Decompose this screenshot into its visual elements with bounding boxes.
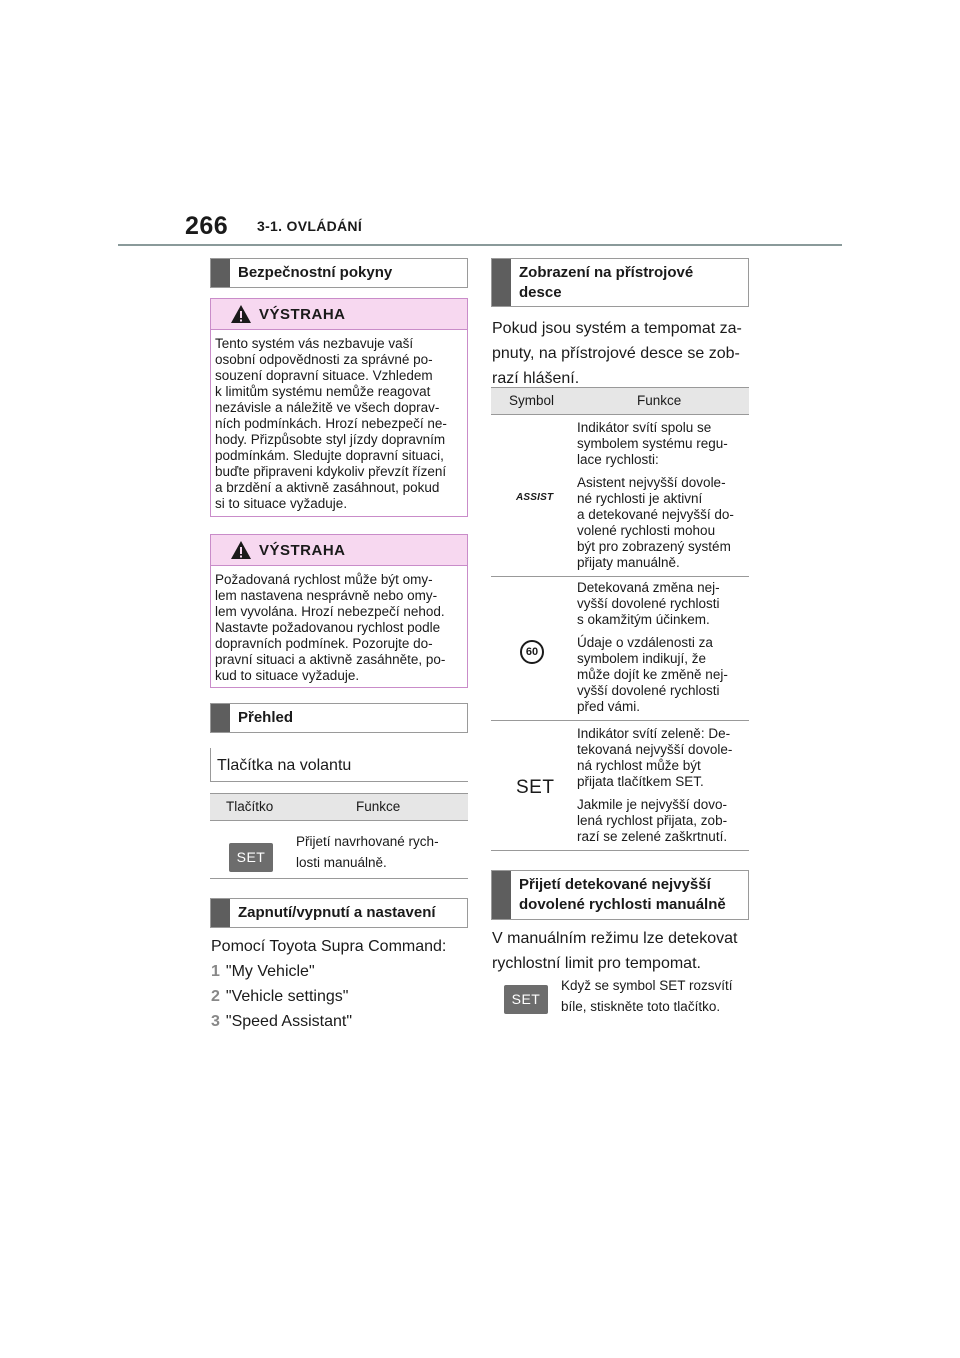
warning-line: ních podmínkách. Hrozí nebezpečí ne-	[215, 416, 447, 431]
onoff-heading-text: Zapnutí/vypnutí a nastavení	[238, 904, 436, 921]
display-heading	[491, 258, 749, 307]
symbols-table-header	[491, 387, 749, 415]
function-line: né rychlosti je aktivní	[577, 491, 703, 506]
table-row-rule	[491, 576, 749, 577]
manual-line: rychlostní limit pro tempomat.	[492, 955, 701, 972]
function-paragraph	[577, 797, 732, 845]
warning-line: souzení dopravní situace. Vzhledem	[215, 368, 433, 383]
warning-line: hody. Přizpůsobte styl jízdy dopravním	[215, 432, 446, 447]
function-line: lace rychlosti:	[577, 452, 659, 467]
intro-line: pnuty, na přístrojové desce se zob-	[492, 345, 740, 362]
symbol-function	[577, 580, 728, 722]
heading-line: Zobrazení na přístrojové	[519, 264, 694, 281]
instruction-line: bíle, stiskněte toto tlačítko.	[561, 999, 721, 1014]
assist-symbol-icon: ASSIST	[516, 492, 554, 503]
step-item	[211, 1009, 352, 1034]
function-line: symbolem indikují, že	[577, 651, 707, 666]
step-list	[211, 959, 352, 1034]
warning-triangle-icon	[230, 304, 252, 324]
warning-line: si to situace vyžaduje.	[215, 496, 348, 511]
function-line: vyšší dovolené rychlosti	[577, 596, 720, 611]
warning-box-2	[210, 534, 468, 688]
function-line: symbolem systému regu-	[577, 436, 728, 451]
function-line: přijata tlačítkem SET.	[577, 774, 704, 789]
function-line: může dojít ke změně nej-	[577, 667, 728, 682]
table-bottom-rule	[491, 850, 749, 851]
warning-line: nezávisle a náležitě ve všech doprav-	[215, 400, 440, 415]
function-line: Jakmile je nejvyšší dovo-	[577, 797, 728, 812]
speed-limit-sign-icon	[520, 640, 544, 664]
overview-heading-text: Přehled	[238, 709, 294, 726]
function-line: s okamžitým účinkem.	[577, 612, 710, 627]
set-button-icon: SET	[229, 843, 273, 872]
col-header-symbol: Symbol	[509, 393, 555, 408]
symbol-function	[577, 420, 734, 578]
warning-text	[211, 330, 467, 512]
speed-limit-value: 60	[525, 646, 539, 658]
function-line: být pro zobrazený systém	[577, 539, 731, 554]
step-item	[211, 984, 352, 1009]
warning-line: Tento systém vás nezbavuje vaší	[215, 336, 414, 351]
buttons-table-header	[210, 793, 468, 821]
heading-bar	[211, 704, 230, 732]
warning-line: k limitům systému nemůže reagovat	[215, 384, 431, 399]
safety-heading-text: Bezpečnostní pokyny	[238, 264, 393, 281]
step-text: "Speed Assistant"	[225, 1013, 353, 1030]
table-bottom-rule	[210, 878, 468, 879]
function-line: razí se zelené zaškrtnutí.	[577, 829, 728, 844]
warning-title: VÝSTRAHA	[259, 306, 346, 323]
function-line: tekovaná nejvyšší dovole-	[577, 742, 733, 757]
intro-line: Pokud jsou systém a tempomat za-	[492, 320, 742, 337]
function-line: Přijetí navrhované rych-	[296, 834, 439, 849]
manual-mode-text	[492, 926, 737, 976]
warning-box-1	[210, 298, 468, 517]
function-line: Údaje o vzdálenosti za	[577, 635, 713, 650]
table-row-rule	[491, 720, 749, 721]
warning-title: VÝSTRAHA	[259, 542, 346, 559]
display-heading-text	[519, 263, 742, 303]
warning-line: Požadovaná rychlost může být omy-	[215, 572, 433, 587]
set-instruction	[561, 975, 733, 1017]
col-header-function: Funkce	[356, 799, 401, 814]
heading-bar	[211, 899, 230, 927]
command-intro: Pomocí Toyota Supra Command:	[211, 938, 447, 955]
warning-header	[211, 299, 467, 330]
col-header-function: Funkce	[637, 393, 682, 408]
step-number: 1	[211, 963, 220, 980]
intro-line: razí hlášení.	[492, 370, 580, 387]
step-text: "Vehicle settings"	[225, 988, 349, 1005]
function-line: Indikátor svítí zeleně: De-	[577, 726, 731, 741]
warning-header	[211, 535, 467, 566]
warning-line: osobní odpovědnosti za správné po-	[215, 352, 433, 367]
function-line: před vámi.	[577, 699, 641, 714]
step-number: 3	[211, 1013, 220, 1030]
warning-line: pravní situaci a aktivně zasáhněte, po-	[215, 652, 446, 667]
function-paragraph	[577, 475, 734, 571]
header-rule	[118, 244, 842, 246]
warning-line: podmínkám. Sledujte dopravní situaci,	[215, 448, 444, 463]
heading-bar	[492, 259, 511, 306]
symbol-function	[577, 726, 732, 852]
warning-line: buďte připraveni kdykoliv převzít řízení	[215, 464, 447, 479]
warning-line: lem nastavena nesprávně nebo omy-	[215, 588, 438, 603]
instruction-line: Když se symbol SET rozsvítí	[561, 978, 733, 993]
heading-line: dovolené rychlosti manuálně	[519, 896, 726, 913]
heading-bar	[211, 259, 230, 287]
step-text: "My Vehicle"	[225, 963, 315, 980]
wheel-buttons-heading: Tlačítka na volantu	[217, 757, 352, 774]
set-button-icon: SET	[504, 985, 548, 1014]
display-intro	[492, 316, 742, 391]
function-line: ná rychlost může být	[577, 758, 701, 773]
page-number: 266	[185, 212, 229, 240]
warning-line: kud to situace vyžaduje.	[215, 668, 360, 683]
section-title: 3-1. OVLÁDÁNÍ	[257, 218, 363, 234]
step-item	[211, 959, 352, 984]
function-paragraph	[577, 580, 728, 628]
wheel-buttons-bracket	[210, 748, 211, 782]
accept-heading-text	[519, 875, 742, 915]
manual-line: V manuálním režimu lze detekovat	[492, 930, 738, 947]
function-paragraph	[577, 726, 732, 790]
function-line: přijaty manuálně.	[577, 555, 680, 570]
function-paragraph	[577, 420, 734, 468]
function-line: volené rychlosti mohou	[577, 523, 716, 538]
col-header-button: Tlačítko	[226, 799, 274, 814]
warning-line: Nastavte požadovanou rychlost podle	[215, 620, 441, 635]
function-line: Indikátor svítí spolu se	[577, 420, 712, 435]
heading-line: Přijetí detekované nejvyšší	[519, 876, 711, 893]
accept-heading	[491, 870, 749, 920]
warning-line: a brzdění a aktivně zasáhnout, pokud	[215, 480, 440, 495]
function-line: losti manuálně.	[296, 855, 387, 870]
warning-line: dopravních podmínek. Pozorujte do-	[215, 636, 433, 651]
warning-line: lem vyvolána. Hrozí nebezpečí nehod.	[215, 604, 445, 619]
function-line: vyšší dovolené rychlosti	[577, 683, 720, 698]
step-number: 2	[211, 988, 220, 1005]
onoff-heading	[210, 898, 468, 928]
function-line: a detekované nejvyšší do-	[577, 507, 734, 522]
set-symbol-icon: SET	[516, 777, 555, 798]
function-paragraph	[577, 635, 728, 715]
function-line: lená rychlost přijata, zob-	[577, 813, 728, 828]
warning-text	[211, 566, 467, 684]
heading-line: desce	[519, 284, 562, 301]
heading-bar	[492, 871, 511, 919]
overview-heading	[210, 703, 468, 733]
warning-triangle-icon	[230, 540, 252, 560]
buttons-table-function	[296, 831, 439, 873]
subheading-rule	[210, 781, 468, 782]
function-line: Asistent nejvyšší dovole-	[577, 475, 726, 490]
function-line: Detekovaná změna nej-	[577, 580, 720, 595]
safety-heading	[210, 258, 468, 288]
